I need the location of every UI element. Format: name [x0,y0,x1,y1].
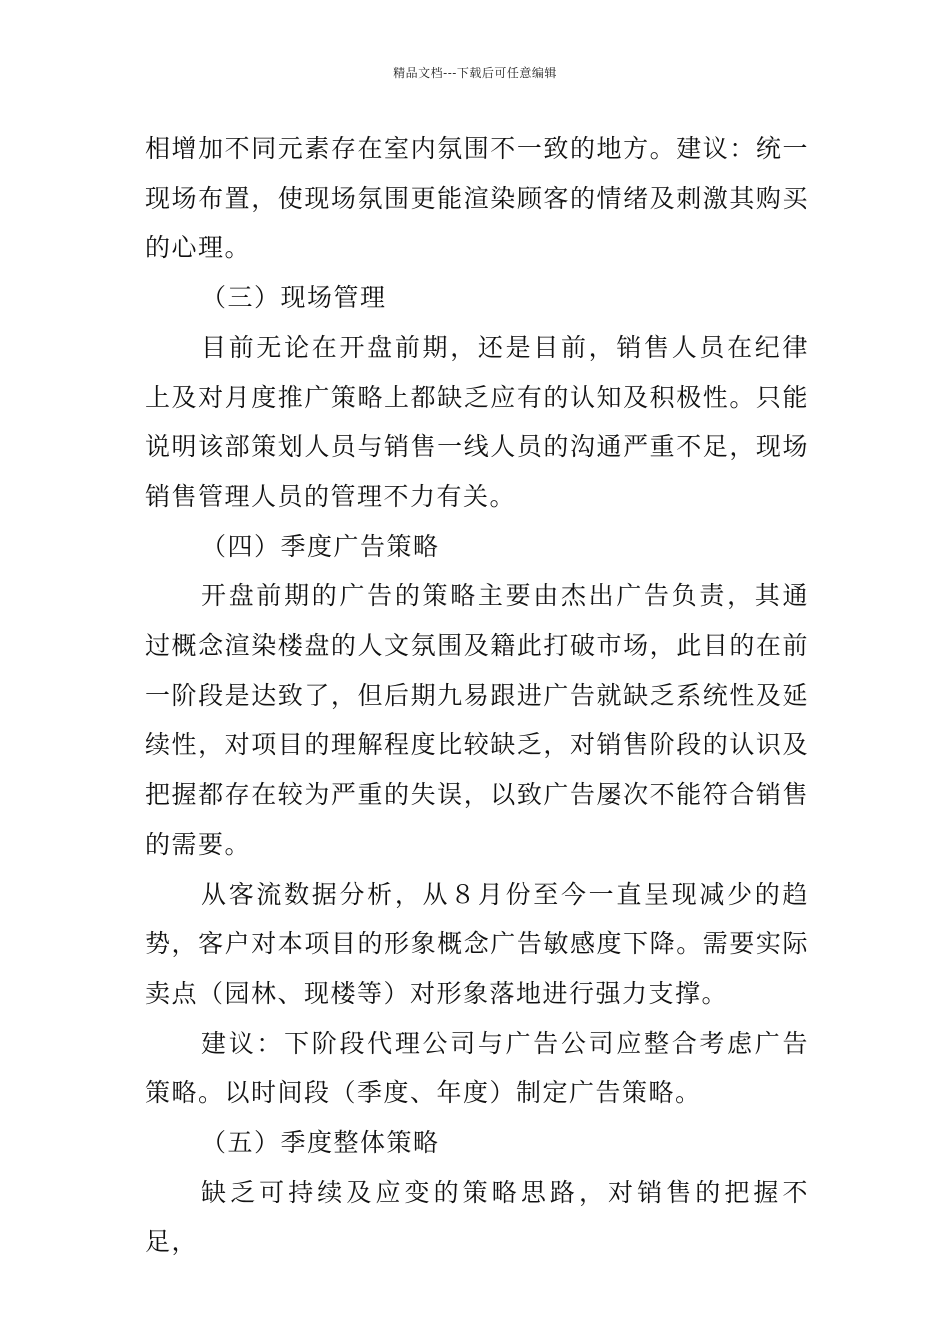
paragraph-suggestion: 建议：下阶段代理公司与广告公司应整合考虑广告策略。以时间段（季度、年度）制定广告策略。 [145,1028,809,1108]
section-heading-overall-strategy: （五）季度整体策略 [201,1128,440,1158]
section-heading-site-management: （三）现场管理 [201,283,387,313]
paragraph-customer-flow: 从客流数据分析，从８月份至今一直呈现减少的趋势，客户对本项目的形象概念广告敏感度下降。需要实际卖点（园林、现楼等）对形象落地进行强力支撑。 [145,879,809,1008]
page-header: 精品文档---下载后可任意编辑 [393,66,557,80]
paragraph-site-management: 目前无论在开盘前期，还是目前，销售人员在纪律上及对月度推广策略上都缺乏应有的认知及积极性。只能说明该部策划人员与销售一线人员的沟通严重不足，现场销售管理人员的管理不力有关。 [145,332,809,511]
paragraph-ad-strategy: 开盘前期的广告的策略主要由杰出广告负责，其通过概念渲染楼盘的人文氛围及籍此打破市场，此目的在前一阶段是达致了，但后期九易跟进广告就缺乏系统性及延续性，对项目的理解程度比较缺乏，对销售阶段的认识及把握都存在较为严重的失误，以致广告屡次不能符合销售的需要。 [145,581,809,859]
section-heading-quarterly-ad-strategy: （四）季度广告策略 [201,531,440,561]
paragraph-overall-strategy: 缺乏可持续及应变的策略思路，对销售的把握不足， [145,1177,809,1257]
document-body [145,124,809,1267]
paragraph-continuation: 相增加不同元素存在室内氛围不一致的地方。建议：统一现场布置，使现场氛围更能渲染顾客的情绪及刺激其购买的心理。 [145,134,809,263]
